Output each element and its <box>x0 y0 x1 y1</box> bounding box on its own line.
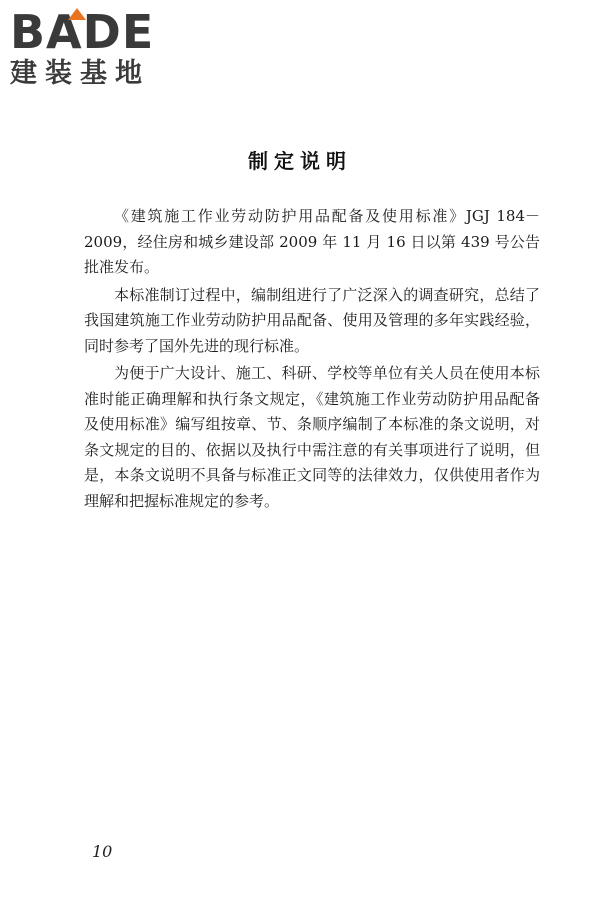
paragraph-1: 《建筑施工作业劳动防护用品配备及使用标准》JGJ 184－2009，经住房和城乡建设部 2009 年 11 月 16 日以第 439 号公告批准发布。 <box>84 207 540 276</box>
document-body <box>84 204 540 516</box>
page-title: 制定说明 <box>248 149 352 173</box>
logo-wordmark: BADE <box>10 5 155 59</box>
logo-triangle-icon <box>68 8 86 20</box>
paragraph-2: 本标准制订过程中，编制组进行了广泛深入的调查研究，总结了我国建筑施工作业劳动防护用品配备、使用及管理的多年实践经验，同时参考了国外先进的现行标准。 <box>84 285 540 355</box>
page-number: 10 <box>92 842 113 861</box>
paragraph-3: 为便于广大设计、施工、科研、学校等单位有关人员在使用本标准时能正确理解和执行条文规定，《建筑施工作业劳动防护用品配备及使用标准》编写组按章、节、条顺序编制了本标准的条文说明，对条文规定的目的、依据以及执行中需注意的有关事项进行了说明，但是，本条文说明不具备与标准正文同等的法律效力，仅供使用者作为理解和把握标准规定的参考。 <box>84 364 540 510</box>
logo-subtitle: 建装基地 <box>10 58 150 89</box>
brand-logo <box>8 4 178 94</box>
